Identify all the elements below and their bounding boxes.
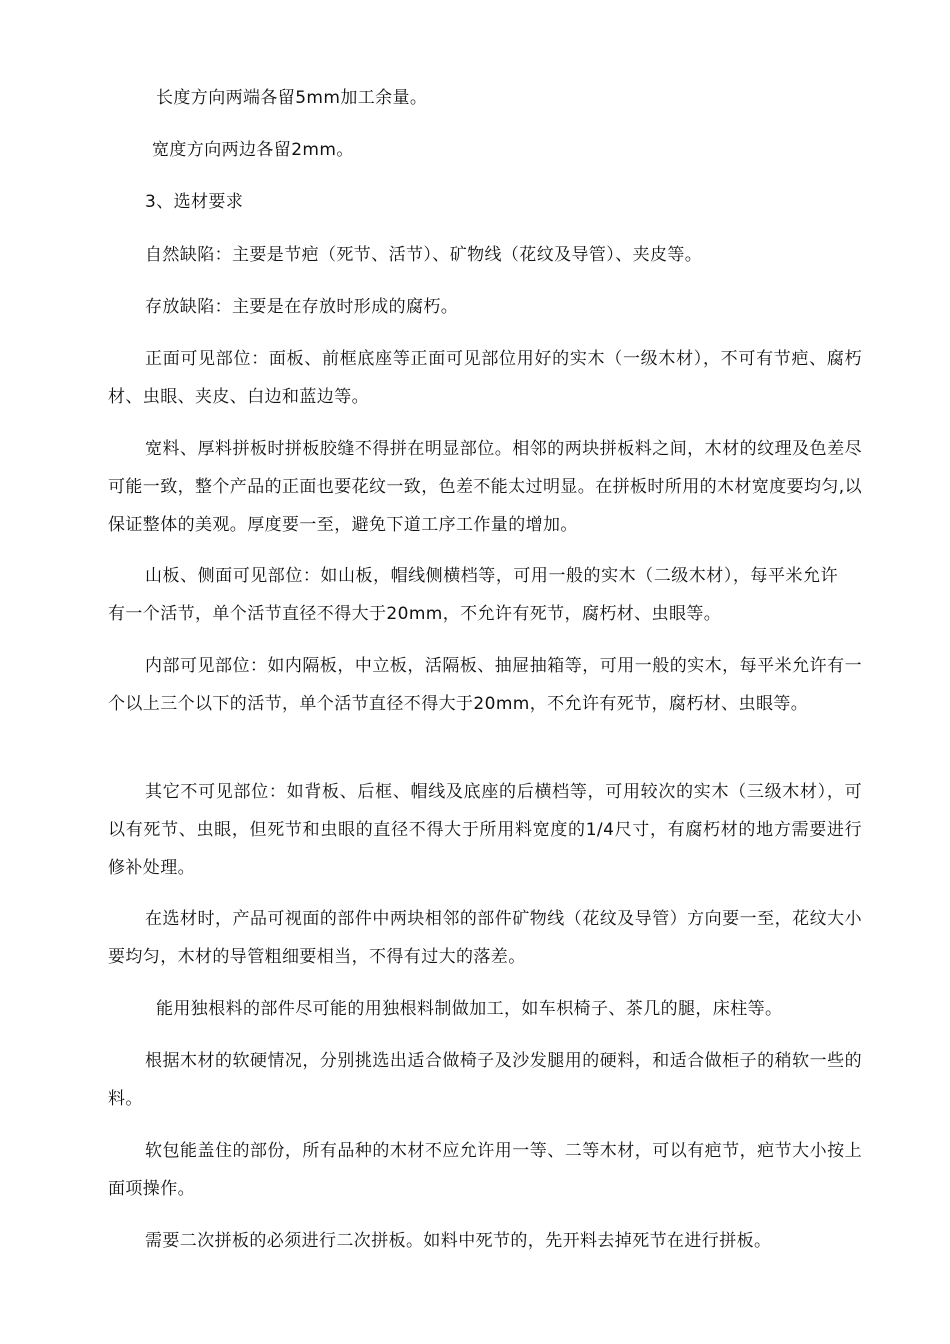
- paragraph-side-visible: 山板、侧面可见部位：如山板，帽线侧横档等，可用一般的实木（二级木材），每平米允许有一个活节，单个活节直径不得大于20mm，不允许有死节，腐朽材、虫眼等。: [108, 566, 838, 624]
- paragraph-hardness: 根据木材的软硬情况，分别挑选出适合做椅子及沙发腿用的硬料，和适合做柜子的稍软一些的料。: [108, 1051, 862, 1109]
- paragraph-width-allowance: 宽度方向两边各留2mm。: [152, 140, 354, 160]
- section-heading: 3、选材要求: [145, 192, 244, 212]
- paragraph-interior-visible: 内部可见部位：如内隔板，中立板，活隔板、抽屉抽箱等，可用一般的实木，每平米允许有一个以上三个以下的活节，单个活节直径不得大于20mm，不允许有死节，腐朽材、虫眼等。: [108, 656, 862, 714]
- paragraph-invisible-parts: 其它不可见部位：如背板、后框、帽线及底座的后横档等，可用较次的实木（三级木材），可以有死节、虫眼，但死节和虫眼的直径不得大于所用料宽度的1/4尺寸，有腐朽材的地方需要进行修补处理。: [108, 782, 862, 878]
- paragraph-front-visible: 正面可见部位：面板、前框底座等正面可见部位用好的实木（一级木材），不可有节疤、腐朽材、虫眼、夹皮、白边和蓝边等。: [108, 349, 862, 407]
- paragraph-panel-joining: 宽料、厚料拼板时拼板胶缝不得拼在明显部位。相邻的两块拼板料之间，木材的纹理及色差尽可能一致，整个产品的正面也要花纹一致，色差不能太过明显。在拼板时所用的木材宽度要均匀,以保证整体的美观。厚度要一至，避免下道工序工作量的增加。: [108, 439, 863, 535]
- paragraph-storage-defects: 存放缺陷：主要是在存放时形成的腐朽。: [145, 297, 459, 317]
- paragraph-soft-covered: 软包能盖住的部份，所有品种的木材不应允许用一等、二等木材，可以有疤节，疤节大小按上面项操作。: [108, 1141, 862, 1199]
- paragraph-length-allowance: 长度方向两端各留5mm加工余量。: [156, 88, 428, 108]
- paragraph-single-piece: 能用独根料的部件尽可能的用独根料制做加工，如车枳椅子、茶几的腿，床柱等。: [156, 999, 783, 1019]
- paragraph-second-joining: 需要二次拼板的必须进行二次拼板。如料中死节的，先开料去掉死节在进行拼板。: [145, 1231, 772, 1251]
- paragraph-material-selection: 在选材时，产品可视面的部件中两块相邻的部件矿物线（花纹及导管）方向要一至，花纹大小要均匀，木材的导管粗细要相当，不得有过大的落差。: [108, 909, 862, 967]
- paragraph-natural-defects: 自然缺陷：主要是节疤（死节、活节）、矿物线（花纹及导管）、夹皮等。: [145, 245, 703, 265]
